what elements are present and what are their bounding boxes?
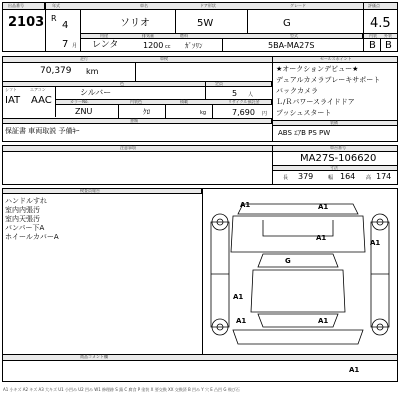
chassis-number: MA27S-106620 [300, 153, 377, 164]
grade-value: G [283, 18, 291, 29]
selling-point-item: バックカメラ [276, 87, 318, 95]
trim-value: ｸﾛ [143, 108, 150, 116]
docs-value: 保証書 車両取説 予備ｷｰ [5, 127, 80, 135]
rear-bumper-shape [233, 330, 363, 344]
grade-header: グレード [290, 3, 306, 8]
inspector-header-band [2, 188, 202, 194]
windshield-shape [258, 254, 338, 267]
year-value: 4 [62, 20, 69, 31]
month-value: 7 [62, 39, 69, 50]
front-bumper-shape [238, 201, 358, 214]
inspection-header: 車検 [160, 56, 168, 61]
damage-mark: G [285, 257, 291, 265]
usage-value: レンタ [92, 40, 119, 50]
top-header-band [45, 2, 398, 10]
mileage-unit: km [86, 67, 99, 76]
doors-value: 5W [197, 18, 214, 29]
selling-points-header: セールスポイント [320, 56, 352, 61]
damage-mark: A1 [318, 317, 329, 325]
color-no-value: ZNU [75, 107, 93, 116]
score-value: 4.5 [370, 16, 391, 31]
damage-mark: A1 [236, 317, 247, 325]
damage-mark: A1 [370, 239, 381, 247]
mileage-header: 走行 [80, 56, 88, 61]
usage-header: 用途 [100, 33, 108, 38]
trim-header: 内装色 [130, 99, 142, 104]
fuel-header: 燃料 [180, 33, 188, 38]
hood-shape [231, 216, 365, 252]
width-value: 164 [340, 172, 356, 181]
year-era: R [51, 14, 57, 23]
exterior-grade: B [385, 40, 392, 51]
width-label: 幅 [328, 175, 334, 181]
inspector-item: バンパー下A [5, 224, 45, 232]
color-no-header: カラーNo. [70, 99, 89, 104]
mileage-value: 70,379 [40, 66, 72, 76]
ac-header: エアコン [30, 87, 46, 92]
equip-header: 装備 [330, 120, 338, 125]
chassis-header: 車台番号 [330, 145, 346, 150]
inspector-item: 室内天張汚 [5, 215, 40, 223]
exterior-header: 外装 [384, 33, 392, 38]
displacement-value: 1200 [143, 41, 164, 50]
interior-header: 内装 [369, 33, 377, 38]
capacity-value: 5 [232, 89, 238, 98]
model-header: 型式 [290, 33, 298, 38]
dims-header: 寸法 [330, 165, 338, 170]
displacement-header: 排気量 [142, 33, 154, 38]
selling-point-item: プッシュスタート [276, 109, 332, 117]
damage-mark: A1 [240, 201, 251, 209]
car-diagram [203, 192, 397, 354]
length-value: 379 [298, 172, 314, 181]
inspector-item: 室内内張汚 [5, 206, 40, 214]
capacity-header: 定員 [215, 81, 223, 86]
capacity-unit: 人 [248, 92, 254, 98]
left-side-shape [211, 222, 229, 327]
damage-mark: A1 [349, 366, 360, 374]
comment-header-band [2, 354, 398, 361]
height-value: 174 [376, 172, 392, 181]
selling-point-item: Ｌ/Ｒパワースライドドア [276, 98, 355, 106]
year-header: 年式 [52, 3, 60, 8]
damage-mark: A1 [233, 293, 244, 301]
recycle-value: 7,690 [232, 108, 255, 117]
notes-header: 注意事項 [120, 145, 136, 150]
lot-number: 2103 [8, 15, 45, 30]
selling-point-item: ★オークションデビュー★ [276, 65, 359, 73]
recycle-unit: 円 [262, 111, 268, 117]
color-value: シルバー [80, 88, 112, 97]
fuel-value: ｶﾞｿﾘﾝ [185, 42, 203, 50]
interior-grade: B [369, 40, 376, 51]
shift-header: シフト [5, 87, 17, 92]
recycle-header: リサイクル預託金 [228, 99, 260, 104]
damage-mark: A1 [318, 203, 329, 211]
displacement-unit: cc [165, 44, 171, 50]
ac-value: AAC [31, 95, 52, 106]
score-header: 評価点 [368, 3, 380, 8]
height-label: 高 [366, 175, 372, 181]
lot-header: 出品番号 [8, 3, 24, 8]
roof-shape [251, 270, 345, 312]
make-header: 車名 [140, 3, 148, 8]
inspector-item: ホイールカバーA [5, 233, 59, 241]
inspector-item: ハンドルすれ [5, 197, 47, 205]
damage-mark: A1 [316, 234, 327, 242]
door-header: ドア形状 [200, 3, 216, 8]
comment-header: 商品コメント欄 [80, 354, 108, 359]
length-label: 長 [283, 175, 289, 181]
docs-header: 書類 [130, 118, 138, 123]
selling-point-item: デュアルカメラブレーキサポート [276, 76, 381, 84]
month-unit: 月 [72, 43, 78, 49]
load-header: 積載 [180, 99, 188, 104]
inspector-header: 検査員報告 [80, 188, 100, 193]
legend-text: A1 小キズ A2 キズ A3 大キズ U1 小凹み U2 凹み W1 修理跡 S 錆 C 腐食 P 塗装 X 要交換 XX 交換済 B 凹み Y 穴 E 凸凹 G 飛び石 [3, 387, 240, 392]
make-value: ソリオ [120, 18, 150, 29]
load-unit: kg [200, 110, 207, 116]
equip-value: ABS ｴｱB PS PW [278, 129, 331, 137]
model-value: 5BA-MA27S [268, 41, 315, 50]
color-header: 色 [120, 81, 124, 86]
right-side-shape [371, 222, 389, 327]
shift-value: IAT [5, 95, 21, 106]
